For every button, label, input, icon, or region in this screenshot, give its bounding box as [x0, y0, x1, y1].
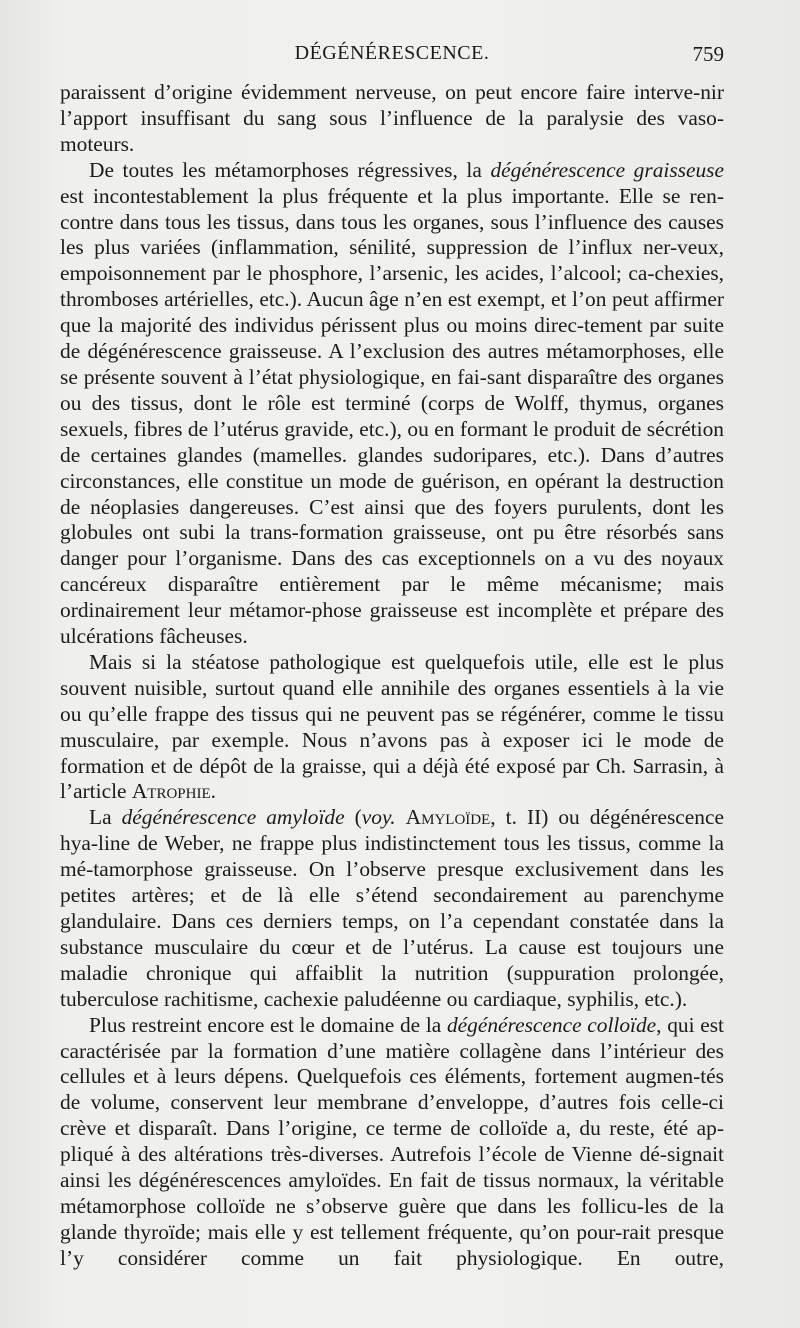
text-run: , qui est caractérisée par la formation d’une matière collagène dans l’intérieur des cellules et à leurs dépens. Quelquefois ces éléments, fortement augmen-tés de volume, conservent leur membrane d’enveloppe, d’autres fois celle-ci crève et disparaît. Dans l’origine, ce terme de colloïde a, du reste, été ap-pliqué à des altérations très-diverses. Autrefois l’école de Vienne dé-signait ainsi les dégénérescences amyloïdes. En fait de tissus normaux, la véritable métamorphose colloïde ne s’observe guère que dans les follicu-les de la glande thyroïde; mais elle y est tellement fréquente, qu’on pour-rait presque l’y considérer comme un fait physiologique. En outre,	[60, 1012, 725, 1270]
italic-term: dégénérescence colloïde	[446, 1012, 657, 1037]
paragraph-1	[60, 80, 724, 158]
body-text	[60, 80, 724, 1272]
italic-abbrev: voy.	[361, 805, 396, 830]
text-run	[396, 805, 406, 829]
page-title: DÉGÉNÉRESCENCE.	[294, 42, 490, 64]
text-run: est incontestablement la plus fréquente et la plus importante. Elle se ren-contre dans tous les tissus, dans tous les organes, sous l’influence des causes les plus variées (inflammation, sénilité, suppression de l’influx ner-veux, empoisonnement par le phosphore, l’arsenic, les acides, l’alcool; ca-chexies, thromboses artérielles, etc.). Aucun âge n’en est exempt, et l’on peut affirmer que la majorité des individus périssent plus ou moins direc-tement par suite de dégénérescence graisseuse. A l’exclusion des autres métamorphoses, elle se présente souvent à l’état physiologique, en fai-sant disparaître des organes ou des tissus, dont le rôle est terminé (corps de Wolff, thymus, organes sexuels, fibres de l’utérus gravide, etc.), ou en formant le produit de sécrétion de certaines glandes (mamelles. glandes sudoripares, etc.). Dans d’autres circonstances, elle constitue un mode de guérison, en opérant la destruction de néoplasies dangereuses. C’est ainsi que des foyers purulents, dont les globules ont subi la trans-formation graisseuse, ont pu être résorbés sans danger pour l’organisme. Dans des cas exceptionnels on a vu des noyaux cancéreux disparaître entièrement par le même mécanisme; mais ordinairement leur métamor-phose graisseuse est incomplète et prépare des ulcérations fâcheuses.	[60, 183, 724, 649]
page-number: 759	[692, 42, 724, 66]
paragraph-2	[60, 158, 724, 650]
running-head	[60, 42, 724, 76]
paragraph-4	[60, 805, 724, 1012]
italic-term: dégénérescence graisseuse	[490, 157, 724, 182]
text-run: Mais si la stéatose pathologique est quelquefois utile, elle est le plus souvent nuisible, surtout quand elle annihile des organes essentiels à la vie ou qu’elle frappe des tissus qui ne peuvent pas se régénérer, comme le tissu musculaire, par exemple. Nous n’avons pas à exposer ici le mode de formation et de dépôt de la graisse, qui a déjà été exposé par Ch. Sarrasin, à l’article	[60, 649, 724, 804]
text-run: paraissent d’origine évidemment nerveuse, on peut encore faire interve-nir l’apport insuffisant du sang sous l’influence de la paralysie des vaso-moteurs.	[60, 80, 724, 156]
text-run: .	[210, 779, 216, 804]
cross-reference: Atrophie	[131, 779, 211, 804]
text-run: (	[344, 805, 362, 830]
italic-term: dégénérescence amyloïde	[121, 805, 345, 830]
text-run: Plus restreint encore est le domaine de la	[89, 1012, 447, 1037]
text-run: La	[89, 805, 122, 830]
text-run: De toutes les métamorphoses régressives, la	[89, 157, 491, 182]
paragraph-5	[60, 1013, 724, 1272]
cross-reference: Amyloïde	[405, 805, 491, 830]
text-run: , t. II) ou dégénérescence hya-line de Weber, ne frappe plus indistinctement tous les tissus, comme la mé-tamorphose graisseuse. On l’observe presque exclusivement dans les petites artères; et de là elle s’étend secondairement au parenchyme glandulaire. Dans ces derniers temps, on l’a cependant constatée dans la substance musculaire du cœur et de l’utérus. La cause est toujours une maladie chronique qui affaiblit la nutrition (suppuration prolongée, tuberculose rachitisme, cachexie paludéenne ou cardiaque, syphilis, etc.).	[60, 805, 724, 1011]
paragraph-3	[60, 650, 724, 805]
